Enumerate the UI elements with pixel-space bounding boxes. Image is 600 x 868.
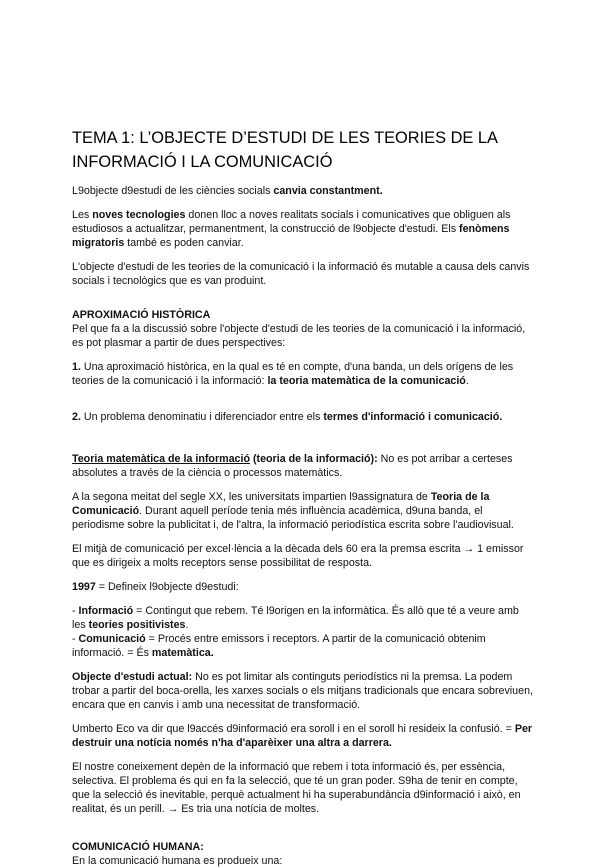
text: donen lloc a noves realitats socials i comunicatives que obliguen als estudiosos a actualitzar, permanentment, la construcció de l9objecte d'estudi. Els	[72, 209, 511, 235]
text: = Defineix l9objecte d9estudi:	[95, 581, 239, 593]
bold-text: (teoria de la informació):	[250, 453, 378, 465]
paragraph-new-technologies	[72, 208, 534, 250]
text: .	[465, 375, 469, 387]
text: L9objecte d9estudi de les ciències socials	[72, 185, 274, 197]
list-number: 2.	[72, 411, 81, 423]
bold-text: teories positivistes	[88, 619, 186, 631]
text: Umberto Eco va dir que l9accés d9informació era soroll i en el soroll hi resideix la confusió. =	[72, 723, 515, 735]
text: Les	[72, 209, 93, 221]
document-page	[72, 126, 534, 868]
paragraph-mutable-object: L'objecte d'estudi de les teories de la comunicació i la informació és mutable a causa dels canvis socials i tecnològics que es van produint.	[72, 261, 530, 287]
paragraph-current-object	[72, 670, 534, 712]
text: -	[72, 633, 79, 645]
bold-text: Objecte d'estudi actual:	[72, 671, 193, 683]
bold-text: Informació	[78, 605, 134, 617]
bold-text: Comunicació	[78, 633, 146, 645]
paragraph-perspectives: Pel que fa a la discussió sobre l'objecte d'estudi de les teories de la comunicació i la informació, es pot plasmar a partir de dues perspectives:	[72, 323, 526, 349]
paragraph-sixties-press: El mitjà de comunicació per excel·lència a la dècada dels 60 era la premsa escrita → 1 emissor que es dirigeix a molts receptors sense possibilitat de resposta.	[72, 543, 524, 569]
text: No es pot arribar a certeses absolutes a través de la ciència o processos matemàtics.	[72, 453, 513, 479]
bold-text: matemàtica.	[151, 647, 214, 659]
paragraph-human-communication: En la comunicació humana es produeix una:	[72, 855, 283, 867]
paragraph-point-2	[72, 410, 534, 424]
paragraph-twentieth-century	[72, 490, 534, 532]
list-number: 1.	[72, 361, 81, 373]
text: = Procés entre emissors i receptors. A partir de la comunicació obtenim informació. = És	[72, 633, 486, 659]
text: .	[185, 619, 189, 631]
paragraph-knowledge: El nostre coneixement depèn de la informació que rebem i tota informació és, per essència, selectiva. El problema és qui en fa la selecció, que té un gran poder. S9ha de tenir en compte, que la selecció és inevitable, perquè actualment hi ha superabundància d9informació i això, en realitat, és un perill. → Es tria una notícia de moltes.	[72, 761, 521, 815]
section-heading-historic: APROXIMACIÓ HISTÒRICA	[72, 309, 211, 321]
paragraph-point-1	[72, 360, 534, 388]
underlined-text: Teoria matemàtica de la informació	[72, 453, 250, 465]
paragraph-1997	[72, 580, 534, 594]
paragraph-intro	[72, 184, 534, 198]
page-title: TEMA 1: L’OBJECTE D’ESTUDI DE LES TEORIES DE LA INFORMACIÓ I LA COMUNICACIÓ	[72, 129, 498, 171]
bold-text: noves tecnologies	[92, 209, 186, 221]
bold-text: 1997	[72, 581, 96, 593]
text: Un problema denominatiu i diferenciador entre els	[80, 411, 324, 423]
bold-text: la teoria matemàtica de la comunicació	[267, 375, 466, 387]
paragraph-umberto-eco	[72, 722, 534, 750]
text: també es poden canviar.	[124, 237, 244, 249]
bold-text: termes d'informació i comunicació.	[323, 411, 503, 423]
bold-text: fenòmens migratoris	[72, 223, 510, 249]
text: Una aproximació històrica, en la qual es té en compte, d'una banda, un dels orígens de les teories de la comunicació i la informació:	[72, 361, 514, 387]
bold-text: Per destruir una notícia només n'ha d'aparèixer una altra a darrera.	[72, 723, 533, 749]
paragraph-definitions	[72, 604, 534, 660]
paragraph-math-theory	[72, 452, 534, 480]
bold-text: Teoria de la Comunicació	[72, 491, 490, 517]
bold-underlined-text	[72, 453, 250, 465]
text: -	[72, 605, 79, 617]
text: . Durant aquell període tenia més influència acadèmica, d9una banda, el periodisme sobre la publicitat i, de l'altra, la informació periodística escrita sobre l'audiovisual.	[72, 505, 514, 531]
section-heading-human-communication: COMUNICACIÓ HUMANA:	[72, 841, 204, 853]
text: = Contingut que rebem. Té l9origen en la informàtica. És allò que té a veure amb les	[72, 605, 519, 631]
text: A la segona meitat del segle XX, les universitats impartien l9assignatura de	[72, 491, 431, 503]
bold-text: canvia constantment.	[273, 185, 383, 197]
text: No es pot limitar als continguts periodístics ni la premsa. La podem trobar a partir del boca-orella, les xarxes socials o els mitjans tradicionals que encara sobreviuen, encara que en canvis i amb una necessitat de transformació.	[72, 671, 533, 711]
